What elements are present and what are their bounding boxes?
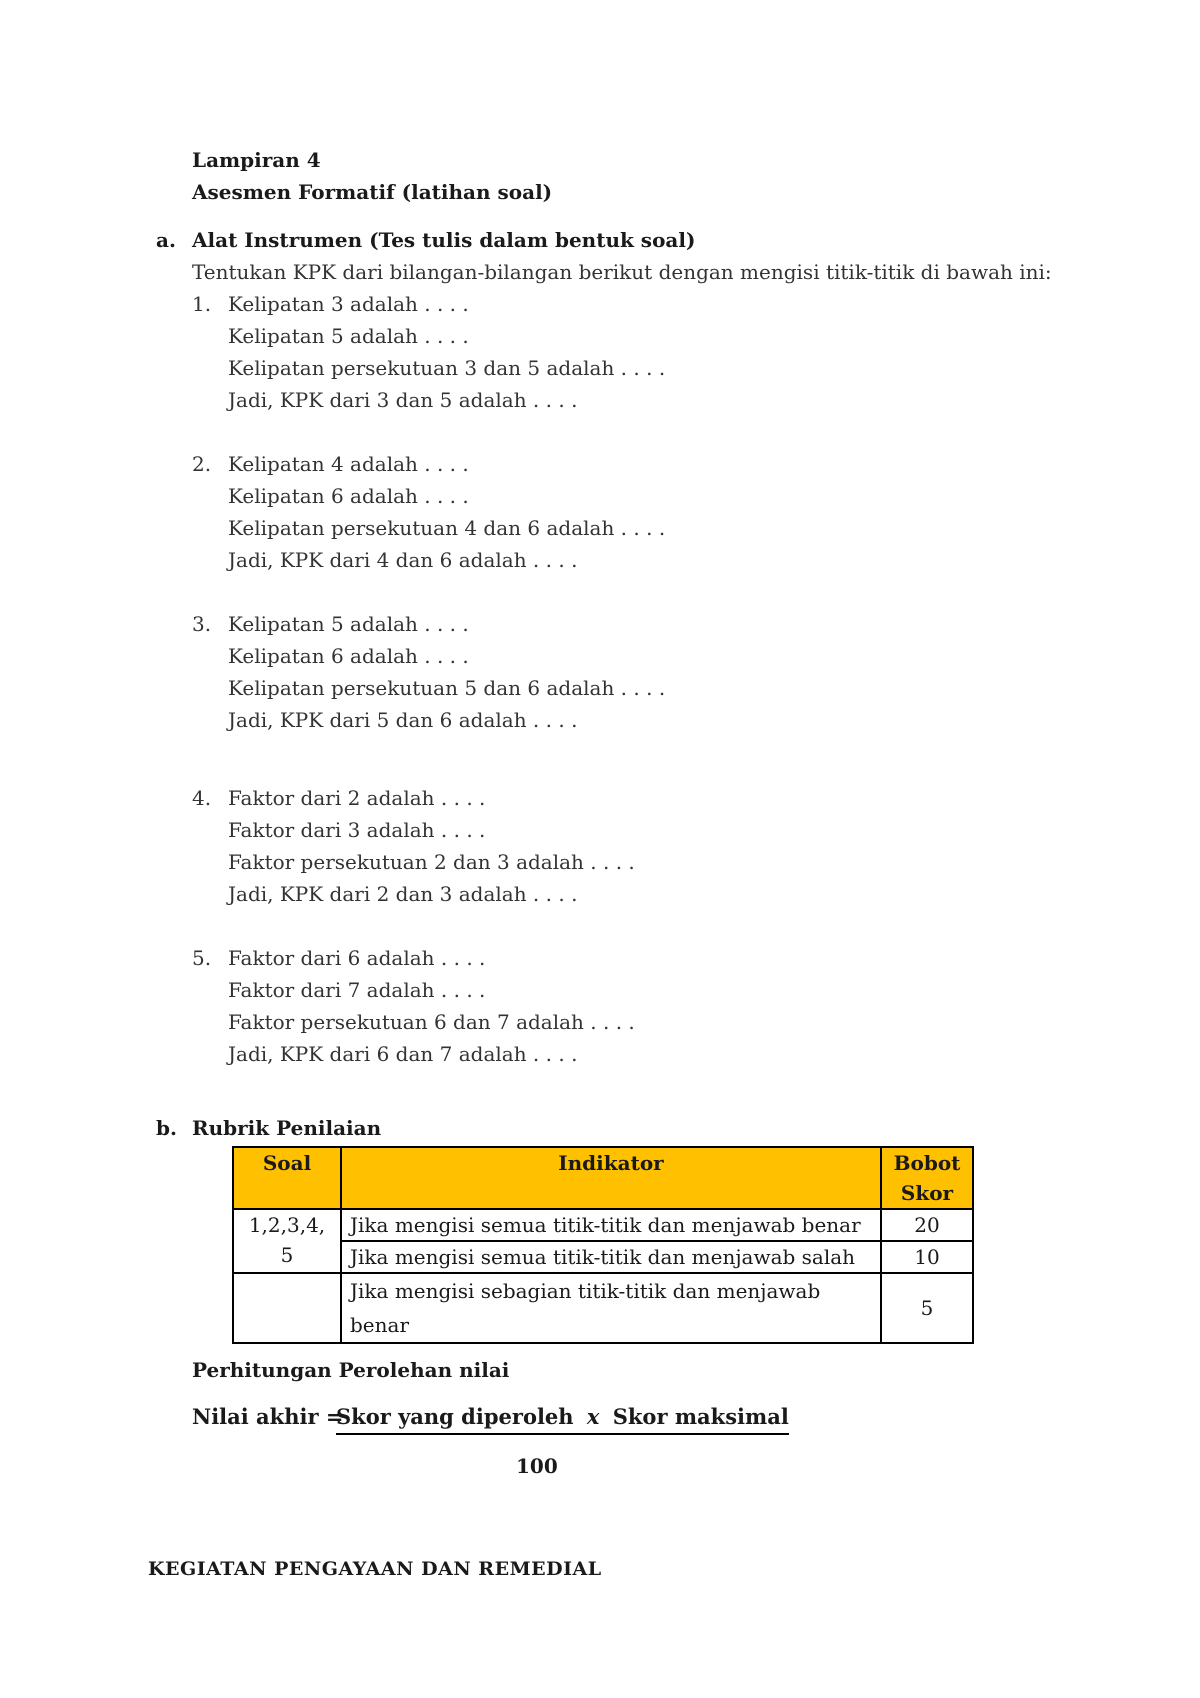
- header-bobot-skor: [881, 1147, 973, 1209]
- question-line: Kelipatan 5 adalah . . . .: [228, 324, 469, 348]
- asesmen-subtitle: Asesmen Formatif (latihan soal): [192, 180, 553, 204]
- question-line: Jadi, KPK dari 6 dan 7 adalah . . . .: [228, 1042, 578, 1066]
- indikator-cell: Jika mengisi semua titik-titik dan menjawab benar: [341, 1209, 881, 1241]
- skor-cell: 5: [881, 1273, 973, 1343]
- soal-line: 1,2,3,4,: [248, 1213, 326, 1237]
- question-number: 5.: [192, 946, 212, 970]
- times-operator: x: [586, 1404, 600, 1429]
- question-line: Jadi, KPK dari 3 dan 5 adalah . . . .: [228, 388, 578, 412]
- question-line: Kelipatan persekutuan 3 dan 5 adalah . . . .: [228, 356, 666, 380]
- header-indikator: Indikator: [341, 1147, 881, 1209]
- question-line: Faktor dari 7 adalah . . . .: [228, 978, 486, 1002]
- formula-left: Nilai akhir =: [192, 1404, 344, 1429]
- header-soal: Soal: [233, 1147, 341, 1209]
- question-line: Faktor dari 2 adalah . . . .: [228, 786, 486, 810]
- question-line: Kelipatan 3 adalah . . . .: [228, 292, 469, 316]
- calculation-title: Perhitungan Perolehan nilai: [192, 1358, 510, 1382]
- question-line: Kelipatan persekutuan 4 dan 6 adalah . . . .: [228, 516, 666, 540]
- soal-cell-empty: [233, 1273, 341, 1343]
- skor-cell: 20: [881, 1209, 973, 1241]
- section-b-marker: b.: [156, 1116, 177, 1140]
- soal-line: 5: [280, 1243, 294, 1267]
- question-line: Faktor persekutuan 2 dan 3 adalah . . . .: [228, 850, 635, 874]
- lampiran-title: Lampiran 4: [192, 148, 321, 172]
- question-line: Faktor dari 6 adalah . . . .: [228, 946, 486, 970]
- table-row: [233, 1273, 973, 1343]
- numerator-part2: Skor maksimal: [612, 1404, 789, 1429]
- question-number: 4.: [192, 786, 212, 810]
- soal-cell: [233, 1209, 341, 1273]
- header-skor: Skor: [900, 1181, 954, 1205]
- rubric-table: [232, 1146, 974, 1344]
- section-a-instruction: Tentukan KPK dari bilangan-bilangan berikut dengan mengisi titik-titik di bawah ini:: [192, 260, 1052, 284]
- section-a-title: Alat Instrumen (Tes tulis dalam bentuk soal): [192, 228, 696, 252]
- indikator-cell: Jika mengisi sebagian titik-titik dan menjawab benar: [341, 1273, 881, 1343]
- formula-numerator: [336, 1404, 789, 1435]
- question-line: Kelipatan 5 adalah . . . .: [228, 612, 469, 636]
- indikator-cell: Jika mengisi semua titik-titik dan menjawab salah: [341, 1241, 881, 1273]
- question-line: Jadi, KPK dari 2 dan 3 adalah . . . .: [228, 882, 578, 906]
- formula-denominator: 100: [516, 1454, 558, 1478]
- question-line: Kelipatan persekutuan 5 dan 6 adalah . . . .: [228, 676, 666, 700]
- table-row: [233, 1241, 973, 1273]
- question-number: 2.: [192, 452, 212, 476]
- question-number: 3.: [192, 612, 212, 636]
- section-a-marker: a.: [156, 228, 176, 252]
- section-b-title: Rubrik Penilaian: [192, 1116, 382, 1140]
- skor-cell: 10: [881, 1241, 973, 1273]
- table-row: [233, 1209, 973, 1241]
- question-line: Kelipatan 6 adalah . . . .: [228, 484, 469, 508]
- rubric-header-row: [233, 1147, 973, 1209]
- question-line: Jadi, KPK dari 4 dan 6 adalah . . . .: [228, 548, 578, 572]
- header-bobot: Bobot: [893, 1151, 961, 1175]
- question-number: 1.: [192, 292, 212, 316]
- question-line: Kelipatan 4 adalah . . . .: [228, 452, 469, 476]
- question-line: Faktor dari 3 adalah . . . .: [228, 818, 486, 842]
- question-line: Jadi, KPK dari 5 dan 6 adalah . . . .: [228, 708, 578, 732]
- question-line: Kelipatan 6 adalah . . . .: [228, 644, 469, 668]
- enrichment-heading: KEGIATAN PENGAYAAN DAN REMEDIAL: [148, 1558, 602, 1580]
- numerator-part1: Skor yang diperoleh: [336, 1404, 574, 1429]
- question-line: Faktor persekutuan 6 dan 7 adalah . . . .: [228, 1010, 635, 1034]
